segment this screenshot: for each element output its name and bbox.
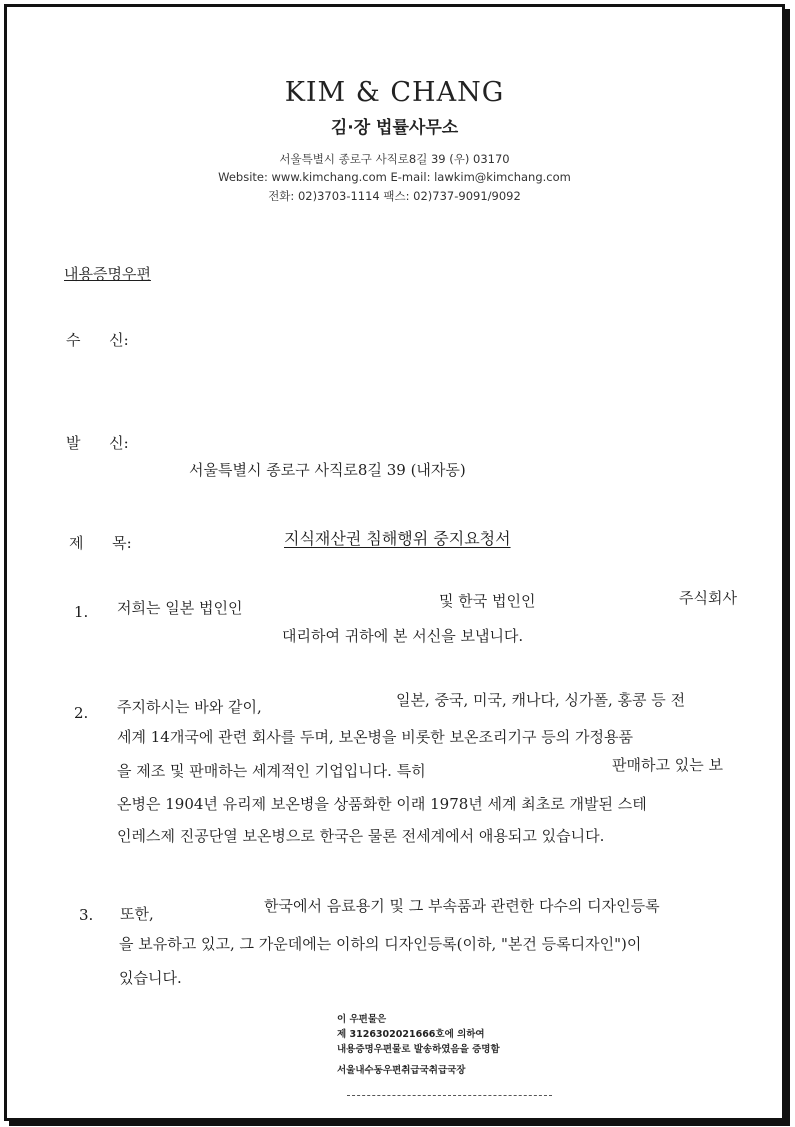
firm-web-email: Website: www.kimchang.com E-mail: lawkim@kimchang.com [218,170,571,184]
subject-label: 제 목: [69,534,132,552]
paragraph-1-text: 저희는 일본 법인인 [117,599,243,617]
subject-title: 지식재산권 침해행위 중지요청서 [284,529,511,548]
paragraph-3-text: 한국에서 음료용기 및 그 부속품과 관련한 다수의 디자인등록 [264,897,660,915]
paragraph-3-number: 3. [79,906,94,924]
paragraph-2-text: 일본, 중국, 미국, 캐나다, 싱가폴, 홍콩 등 전 [396,691,686,709]
paragraph-3-text: 있습니다. [119,969,182,987]
paragraph-1-text: 및 한국 법인인 [439,592,536,610]
paragraph-1-text: 대리하여 귀하에 본 서신을 보냅니다. [282,627,524,645]
footer-divider [347,1095,552,1096]
postal-stamp-line: 내용증명우편물로 발송하였음을 증명함 [337,1044,500,1055]
paragraph-1-number: 1. [74,603,89,621]
paragraph-3-text: 또한, [120,905,154,923]
paragraph-2-text: 온병은 1904년 유리제 보온병을 상품화한 이래 1978년 세계 최초로 개발된 스테 [117,795,647,813]
document-type: 내용증명우편 [64,265,151,283]
paragraph-2-text: 세계 14개국에 관련 회사를 두며, 보온병을 비롯한 보온조리기구 등의 가정용품 [117,728,633,746]
firm-name-korean: 김·장 법률사무소 [330,118,459,138]
paragraph-2-text: 판매하고 있는 보 [612,756,723,774]
postal-stamp-line: 이 우편물은 [337,1014,387,1025]
paragraph-1-text: 주식회사 [679,589,737,607]
paragraph-2-text: 인레스제 진공단열 보온병으로 한국은 물론 전세계에서 애용되고 있습니다. [117,827,605,845]
recipient-label: 수 신: [66,331,129,349]
paragraph-2-text: 주지하시는 바와 같이, [117,698,262,716]
postal-stamp-line: 서울내수동우편취급국취급국장 [337,1065,466,1076]
paragraph-3-text: 을 보유하고 있고, 그 가운데에는 이하의 디자인등록(이하, "본건 등록디자인")이 [119,935,642,953]
document-page [4,4,785,1121]
paragraph-2-text: 을 제조 및 판매하는 세계적인 기업입니다. 특히 [117,762,426,780]
sender-label: 발 신: [66,434,129,452]
sender-address: 서울특별시 종로구 사직로8길 39 (내자동) [189,461,466,479]
firm-phone-fax: 전화: 02)3703-1114 팩스: 02)737-9091/9092 [268,189,521,203]
paragraph-2-number: 2. [74,704,89,722]
firm-address: 서울특별시 종로구 사직로8길 39 (우) 03170 [279,152,510,166]
firm-name: KIM & CHANG [284,77,505,108]
postal-stamp-line: 제 3126302021666호에 의하여 [337,1029,485,1040]
